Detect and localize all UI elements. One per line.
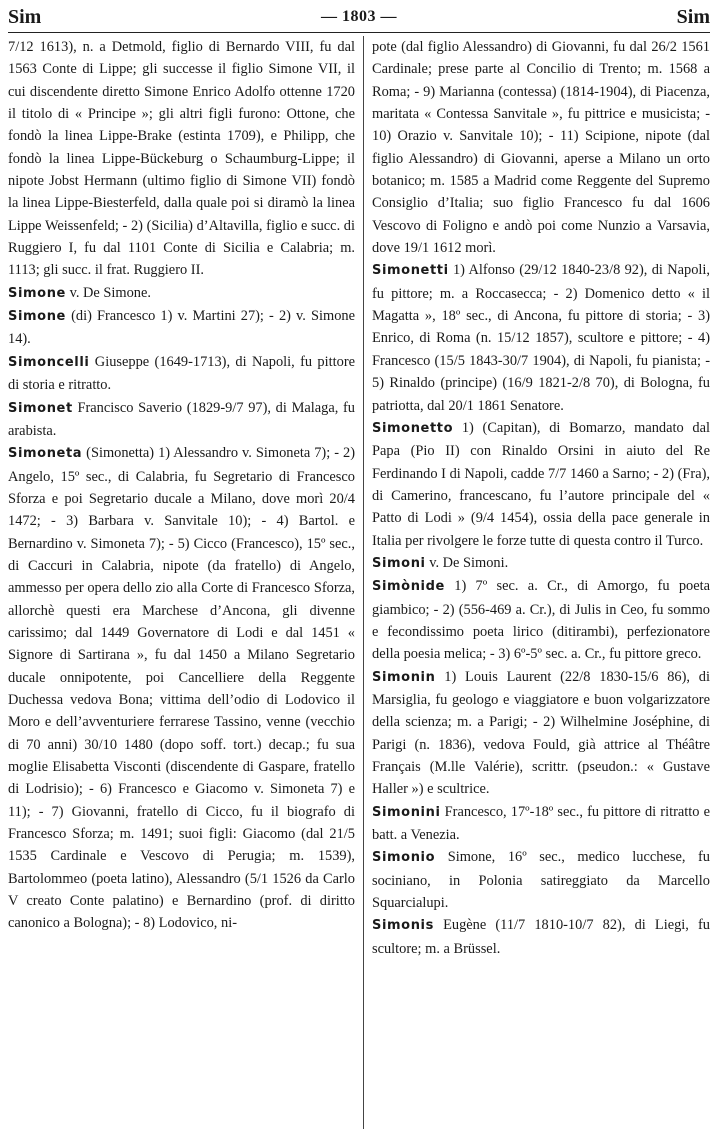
dictionary-entry: Simonetto 1) (Capitan), di Bomarzo, mandato dal Papa (Pio II) con Rinaldo Orsini in aiuto del Re Ferdinando I di Napoli, cadde 7/7 1460 a Sarno; - 2) (Fra), di Camerino, francescano, fu l’autore principale del « Patto di Lodi » (9/4 1454), ossia della pace generale in Italia per rivolgere le forze tutte di questa contro il Turco. <box>372 419 710 549</box>
entry-headword: Simonis <box>372 918 434 934</box>
entry-headword: Simonet <box>8 400 73 416</box>
dictionary-entry: Simone v. De Simone. <box>8 284 151 301</box>
right-column <box>372 36 710 960</box>
dictionary-entry: Simonet Francisco Saverio (1829-9/7 97), di Malaga, fu arabista. <box>8 399 355 439</box>
left-column <box>8 36 355 935</box>
dictionary-entry: pote (dal figlio Alessandro) di Giovanni, fu dal 26/2 1561 Cardinale; prese parte al Concilio di Trento; m. 1568 a Roma; - 9) Marianna (contessa) (1814-1904), di Piacenza, maritata « Contessa Sanvitale », fu pittrice e musicista; - 10) Orazio v. Sanvitale 10); - 11) Scipione, nipote (dal figlio Alessandro) di Giovanni, aperse a Milano un orto botanico; m. 1585 a Madrid come Reggente del Supremo Consiglio d’Italia; suo figlio Francesco fu dal 1606 Vescovo di Foligno e andò poi come Nunzio a Varsavia, dove 19/1 1612 morì. <box>372 39 710 257</box>
entry-headword: Simoncelli <box>8 354 90 370</box>
dictionary-entry: Simonin 1) Louis Laurent (22/8 1830-15/6 86), di Marsiglia, fu geologo e viaggiatore e buon volgarizzatore della scienza; m. a Parigi; - 2) Wilhelmine Joséphine, di Parigi (n. 1836), vedova Fould, già attrice al Théâtre Français (M.lle Valérie), scrittr. (pseudon.: « Gustave Haller ») e scultrice. <box>372 668 710 798</box>
entry-headword: Simonetto <box>372 420 454 436</box>
entry-headword: Simònide <box>372 579 445 595</box>
dictionary-entry: Simonio Simone, 16º sec., medico lucchese, fu sociniano, in Polonia satireggiato da Marcello Squarcialupi. <box>372 849 710 912</box>
dictionary-entry: Simònide 1) 7º sec. a. Cr., di Amorgo, fu poeta giambico; - 2) (556-469 a. Cr.), di Julis in Ceo, fu sommo e fecondissimo poeta lirico (ditirambi), perfezionatore della poesia melica; - 3) 6º-5º sec. a. Cr., fu pittore greco. <box>372 578 710 663</box>
dictionary-entry: Simoncelli Giuseppe (1649-1713), di Napoli, fu pittore di storia e ritratto. <box>8 353 355 394</box>
page-number: — 1803 — <box>321 8 397 25</box>
running-head-right: Sim <box>676 5 710 28</box>
entry-headword: Simone <box>8 309 66 325</box>
dictionary-entry: Simone (di) Francesco 1) v. Martini 27); - 2) v. Simone 14). <box>8 308 355 348</box>
page-header <box>8 4 710 30</box>
dictionary-entry: 7/12 1613), n. a Detmold, figlio di Bernardo VIII, fu dal 1563 Conte di Lippe; gli successe il figlio Simone VII, il cui discendente diretto Simone Enrico Adolfo ottenne 1720 il titolo di « Principe »; gli altri figli furono: Ottone, che fondò la linea Lippe-Brake (estinta 1709), e Philipp, che fondò la linea Lippe-Bückeburg o Schaumburg-Lippe; il nipote Jobst Hermann (ultimo figlio di Simone VII) fondò la linea Lippe-Biesterfeld, dalla quale poi si diramò la linea Lippe Weissenfeld; - 2) (Sicilia) d’Altavilla, figlio e succ. di Ruggiero I, fu dal 1101 Conte di Sicilia e Calabria; m. 1113; gli succ. il frat. Ruggiero II. <box>8 39 355 279</box>
entry-headword: Simoni <box>372 555 426 571</box>
dictionary-entry: Simonis Eugène (11/7 1810-10/7 82), di Liegi, fu scultore; m. a Brüssel. <box>372 917 710 957</box>
entry-headword: Simonin <box>372 669 436 685</box>
running-head-left: Sim <box>8 5 42 28</box>
dictionary-entry: Simonetti 1) Alfonso (29/12 1840-23/8 92), di Napoli, fu pittore; m. a Roccasecca; - 2) Domenico detto « il Magatta », 18º sec., di Ancona, fu pittore di storia; - 3) Enrico, di Roma (n. 15/12 1857), scultore e pittore; - 4) Francesco (15/5 1843-30/7 1904), di Napoli, fu pianista; - 5) Rinaldo (principe) (16/9 1821-2/8 70), di Bologna, fu patriotta, dal 20/1 1861 Senatore. <box>372 262 710 414</box>
entry-headword: Simonetti <box>372 263 449 279</box>
entry-headword: Simone <box>8 285 66 301</box>
entry-headword: Simonini <box>372 804 441 820</box>
entry-headword: Simoneta <box>8 446 83 462</box>
header-rule <box>8 32 710 33</box>
dictionary-entry: Simonini Francesco, 17º-18º sec., fu pittore di ritratto e batt. a Venezia. <box>372 803 710 844</box>
entry-headword: Simonio <box>372 850 436 866</box>
dictionary-entry: Simoni v. De Simoni. <box>372 554 509 571</box>
column-divider <box>363 36 364 1129</box>
dictionary-entry: Simoneta (Simonetta) 1) Alessandro v. Simoneta 7); - 2) Angelo, 15º sec., di Calabria, fu Segretario di Francesco Sforza e poi Segretario ducale a Milano, dove morì 20/4 1472; - 3) Barbara v. Sanvitale 10); - 4) Bartol. e Bernardino v. Simoneta 7); - 5) Cicco (Francesco), 15º sec., di Caccuri in Calabria, nipote (da fratello) di Angelo, ammesso per opera dello zio alla Corte di Francesco Sforza, allorchè questi era Marchese d’Ancona, gli divenne carissimo; dal 1449 Governatore di Lodi e dal 1451 « Signore di Sartirana », fu dal 1450 a Milano Segretario ducale onnipotente, poi Cancelliere della Reggente Duchessa vedova Bona; vittima dell’odio di Lodovico il Moro e dell’avventuriere ferrarese Tassino, venne (vecchio di 70 anni) 30/10 1480 (dopo soff. tort.) decap.; fu sua moglie Elisabetta Visconti (discendente di Gaspare, fratello di Lodrisio); - 6) Francesco e Giacomo v. Simoneta 7) e 11); - 7) Giovanni, fratello di Cicco, fu il biografo di Francesco Sforza; m. 1491; suoi figli: Giacomo (dal 21/5 1535 Cardinale e Vescovo di Perugia; m. 1539), Bartolommeo (poeta latino), Alessandro (5/1 1526 da Carlo V creato Conte palatino) e Bernardino (prof. di diritto canonico a Bologna); - 8) Lodovico, ni- <box>8 445 355 932</box>
